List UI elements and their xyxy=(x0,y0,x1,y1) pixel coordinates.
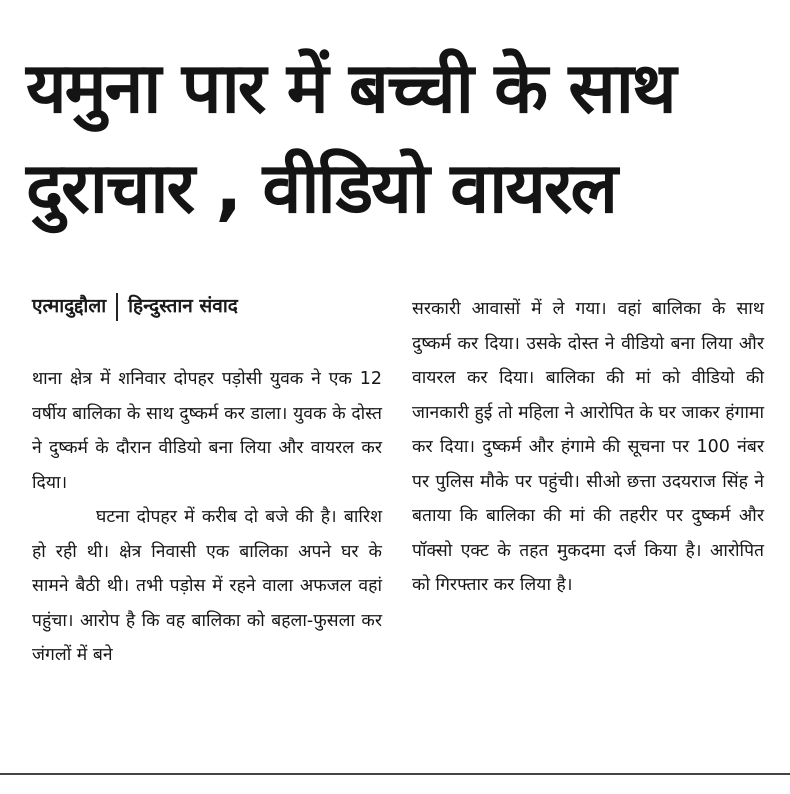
byline-separator xyxy=(116,293,118,321)
article-column-right xyxy=(412,292,764,603)
article-column-left xyxy=(32,362,382,673)
headline-line-2: दुराचार , वीडियो वायरल xyxy=(26,147,616,229)
byline-source: हिन्दुस्तान संवाद xyxy=(128,295,238,317)
headline-line-1: यमुना पार में बच्ची के साथ xyxy=(26,47,675,129)
article-paragraph-2: घटना दोपहर में करीब दो बजे की है। बारिश हो रही थी। क्षेत्र निवासी एक बालिका अपने घर के सामने बैठी थी। तभी पड़ोस में रहने वाला अफजल वहां पहुंचा। आरोप है कि वह बालिका को बहला-फुसला कर जंगलों में बने xyxy=(32,507,382,665)
byline-location: एत्मादुद्दौला xyxy=(32,295,107,317)
article-paragraph-3: सरकारी आवासों में ले गया। वहां बालिका के साथ दुष्कर्म कर दिया। उसके दोस्त ने वीडियो बना लिया और वायरल कर दिया। बालिका की मां को वीडियो की जानकारी हुई तो महिला ने आरोपित के घर जाकर हंगामा कर दिया। दुष्कर्म और हंगामे की सूचना पर 100 नंबर पर पुलिस मौके पर पहुंची। सीओ छत्ता उदयराज सिंह ने बताया कि बालिका की मां की तहरीर पर दुष्कर्म और पॉक्सो एक्ट के तहत मुकदमा दर्ज किया है। आरोपित को गिरफ्तार कर लिया है। xyxy=(412,299,764,595)
byline xyxy=(32,292,238,321)
bottom-rule xyxy=(0,773,790,775)
article-paragraph-1: थाना क्षेत्र में शनिवार दोपहर पड़ोसी युवक ने एक 12 वर्षीय बालिका के साथ दुष्कर्म कर डाला। युवक के दोस्त ने दुष्कर्म के दौरान वीडियो बना लिया और वायरल कर दिया। xyxy=(32,369,382,493)
headline xyxy=(26,38,776,238)
